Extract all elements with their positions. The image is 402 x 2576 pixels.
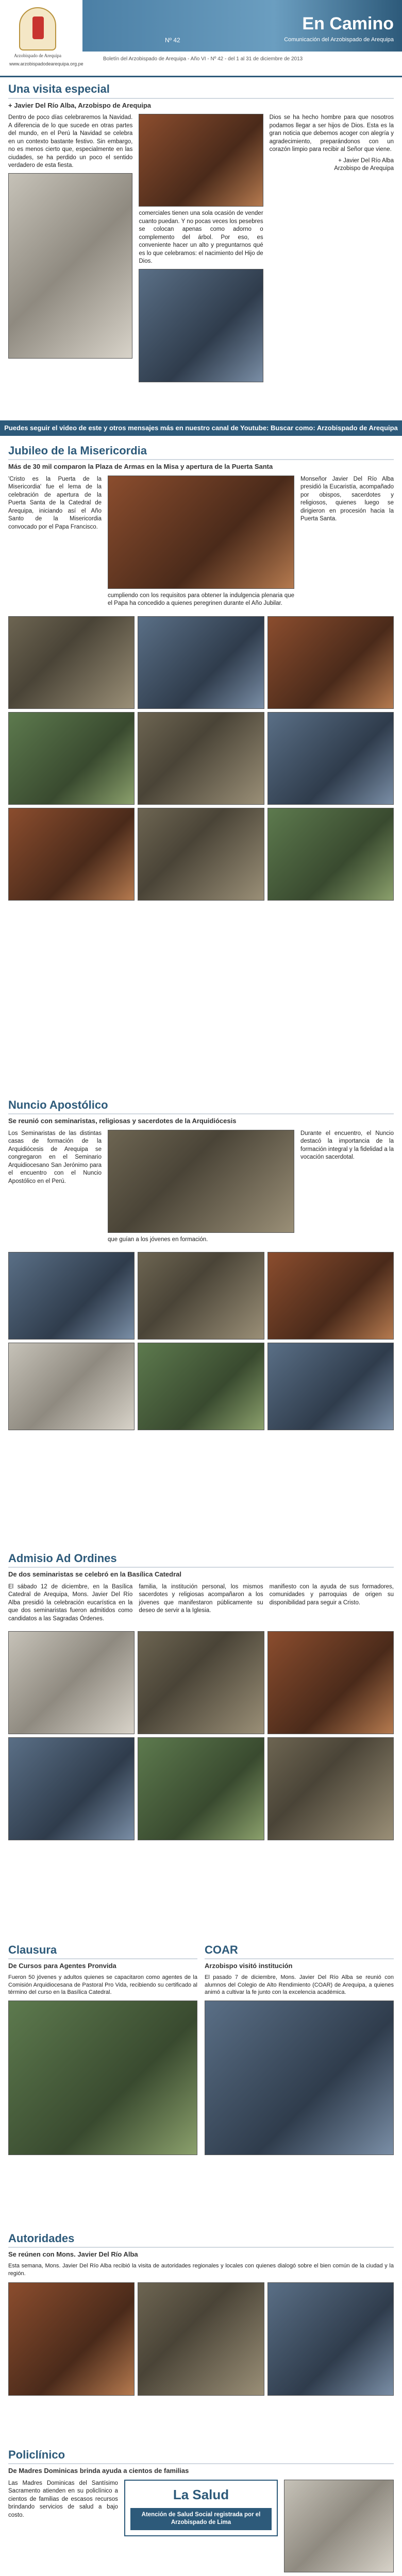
nuncio-photo-grid (8, 1252, 394, 1430)
policlinic-col-1 (8, 2480, 118, 2572)
coar-photo (205, 2001, 394, 2155)
photo (267, 2282, 394, 2396)
mercy-photo-grid (8, 616, 394, 901)
org-name: Arzobispado de Arequipa (14, 53, 61, 58)
header (0, 0, 402, 77)
section-subtitle: Arzobispo visitó institución (205, 1962, 293, 1970)
mercy-col-2 (108, 476, 294, 611)
signoff: + Javier Del Río Alba Arzobispo de Arequipa (334, 157, 394, 172)
visit-col-2 (139, 114, 263, 382)
photo (8, 1252, 135, 1340)
section-subtitle: De dos seminaristas se celebró en la Basílica Catedral (8, 1570, 181, 1579)
photo (267, 1631, 394, 1734)
banner (82, 0, 402, 52)
section-title: Policlínico (8, 2447, 394, 2465)
section-subtitle: + Javier Del Río Alba, Arzobispo de Arequipa (8, 101, 152, 109)
photo (267, 712, 394, 805)
paragraph: El sábado 12 de diciembre, en la Basílica Catedral de Arequipa, Mons. Javier Del Río Alba presidió la celebración eucarística en la que dos seminaristas fueron admitidos como candidatos a las Sagradas Órdenes. (8, 1583, 133, 1622)
photo (138, 2282, 264, 2396)
website-link[interactable]: www.arzobispadodearequipa.org.pe (9, 61, 83, 67)
photo (8, 1737, 135, 1840)
paragraph: Fueron 50 jóvenes y adultos quienes se capacitaron como agentes de la Comisión Arquidiocesana de Pastoral Pro Vida, recibiendo su certificado al término del curso en la Basílica Catedral. (8, 1974, 197, 1996)
photo (8, 712, 135, 805)
issue-meta: Boletín del Arzobispado de Arequipa - Año VI - Nº 42 - del 1 al 31 de diciembre de 2013 (103, 56, 303, 62)
logo-block (9, 7, 83, 67)
visit-col-3 (270, 114, 394, 382)
section-title: Admisio Ad Ordines (8, 1551, 394, 1568)
paragraph: comerciales tienen una sola ocasión de vender cuanto puedan. Y no pocas veces los pesebres se colocan apenas como adorno o complemento del árbol. Por eso, es conveniente hacer un alto y preguntarnos qué es lo que celebramos: el nacimiento del Hijo de Dios. (139, 210, 263, 265)
section-title: Clausura (8, 1942, 197, 1960)
section-title: Nuncio Apostólico (8, 1097, 394, 1115)
paragraph: manifiesto con la ayuda de sus formadores, comunidades y parroquias de origen su disponibilidad para seguir a Cristo. (269, 1583, 394, 1606)
visit-section (0, 77, 402, 417)
photo (267, 1737, 394, 1840)
mercy-col-3 (300, 476, 394, 611)
ordination-photo-grid (8, 1631, 394, 1840)
archbishop-photo (139, 114, 263, 207)
paragraph: Dios se ha hecho hombre para que nosotros podamos llegar a ser hijos de Dios. Esta es la gran noticia que debemos acoger con alegría y agradecimiento, preparándonos con un corazón limpio para recibir al Señor que viene. (269, 114, 394, 153)
coar-block (205, 1942, 394, 2223)
promo-line: Atención de Salud Social registrada por el Arzobispado de Lima (130, 2508, 272, 2530)
photo (138, 808, 264, 901)
nuncio-photo (108, 1130, 294, 1233)
policlinic-section (0, 2443, 402, 2576)
tagline: Comunicación del Arzobispado de Arequipa (284, 37, 394, 43)
ordination-col-3 (270, 1583, 394, 1626)
photo (8, 808, 135, 901)
photo (138, 1343, 264, 1430)
mercy-columns (8, 476, 394, 611)
section-title: Jubileo de la Misericordia (8, 443, 394, 461)
closure-coar-section (0, 1938, 402, 2227)
photo (267, 1252, 394, 1340)
section-subtitle: Se reunió con seminaristas, religiosas y sacerdotes de la Arquidiócesis (8, 1117, 237, 1125)
nuncio-col-2 (108, 1130, 294, 1247)
paragraph: que guían a los jóvenes en formación. (108, 1236, 208, 1243)
cathedral-photo (139, 269, 263, 382)
nuncio-section (0, 1093, 402, 1547)
ordination-section (0, 1547, 402, 1938)
photo (267, 1343, 394, 1430)
paragraph: Esta semana, Mons. Javier Del Río Alba recibió la visita de autoridades regionales y locales con quienes dialogó sobre el bien común de la ciudad y la región. (8, 2262, 394, 2277)
section-title: COAR (205, 1942, 394, 1960)
issue-number: Nº 42 (165, 37, 180, 44)
procession-photo (108, 476, 294, 589)
photo (8, 1343, 135, 1430)
policlinic-photo (284, 2480, 394, 2572)
section-title: Una visita especial (8, 81, 394, 99)
photo (138, 1252, 264, 1340)
nativity-photo (8, 173, 132, 359)
paragraph: El pasado 7 de diciembre, Mons. Javier Del Río Alba se reunió con alumnos del Colegio de Alto Rendimiento (COAR) de Arequipa, a quienes animó a cultivar la fe junto con la excelencia académica. (205, 1974, 394, 1996)
policlinic-columns (8, 2480, 394, 2572)
paragraph: Dentro de poco días celebraremos la Navidad. A diferencia de lo que sucede en otras partes del mundo, en el Perú la Navidad se celebra en un contexto bastante festivo. Sin embargo, no es menos cierto que, especialmente en las ciudades, se ha perdido un poco el sentido verdadero de esta fiesta. (8, 114, 133, 169)
visit-columns (8, 114, 394, 382)
nuncio-columns (8, 1130, 394, 1247)
photo (8, 1631, 135, 1734)
nuncio-col-1 (8, 1130, 102, 1247)
paragraph: Durante el encuentro, el Nuncio destacó la importancia de la formación integral y la fidelidad a la vocación sacerdotal. (300, 1130, 394, 1161)
section-subtitle: Más de 30 mil comparon la Plaza de Armas en la Misa y apertura de la Puerta Santa (8, 463, 273, 471)
section-subtitle: De Cursos para Agentes Pronvida (8, 1962, 116, 1970)
ordination-col-1 (8, 1583, 132, 1626)
photo (267, 808, 394, 901)
mercy-section (0, 439, 402, 1093)
photo (267, 616, 394, 709)
ordination-columns (8, 1583, 394, 1626)
paragraph: Los Seminaristas de las distintas casas de formación de la Arquidiócesis de Arequipa se congregaron en el Seminario Arquidiocesano San Jerónimo para el encuentro con el Nuncio Apostólico en el Perú. (8, 1130, 102, 1184)
paragraph: cumpliendo con los requisitos para obtener la indulgencia plenaria que el Papa ha concedido a quienes peregrinen durante el Año Jubilar. (108, 592, 294, 607)
ordination-col-2 (139, 1583, 263, 1626)
photo (138, 712, 264, 805)
paragraph: familia, la institución personal, los mismos sacerdotes y religiosas acompañaron a los jóvenes que manifestaron públicamente su deseo de servir a la Iglesia. (139, 1583, 263, 1614)
youtube-banner[interactable]: Puedes seguir el video de este y otros mensajes más en nuestro canal de Youtube: Buscar como: Arzobispado de Arequipa (0, 420, 402, 436)
section-subtitle: De Madres Dominicas brinda ayuda a cientos de familias (8, 2467, 189, 2475)
closure-photo (8, 2001, 197, 2155)
policlinic-promo (124, 2480, 278, 2572)
photo (138, 616, 264, 709)
policlinic-col-3 (284, 2480, 394, 2572)
brand-title: En Camino (302, 14, 394, 33)
promo-name: La Salud (173, 2486, 229, 2502)
promo-box (124, 2480, 278, 2536)
paragraph: 'Cristo es la Puerta de la Misericordia' fue el lema de la celebración de apertura de la Puerta Santa de la Catedral de Arequipa, iniciando así el Año Santo de la Misericordia convocado por el Papa Francisco. (8, 476, 102, 530)
closure-block (8, 1942, 197, 2223)
paragraph: Monseñor Javier Del Río Alba presidió la Eucaristía, acompañado por obispos, sacerdotes y religiosos, quienes luego se dirigieron en procesión hacia la Puerta Santa. (300, 476, 394, 522)
photo (8, 2282, 135, 2396)
authorities-photo-grid (8, 2282, 394, 2396)
section-subtitle: Se reúnen con Mons. Javier Del Río Alba (8, 2250, 138, 2259)
visit-col-1 (8, 114, 132, 382)
photo (8, 616, 135, 709)
photo (138, 1631, 264, 1734)
nuncio-col-3 (300, 1130, 394, 1247)
paragraph: Las Madres Dominicas del Santísimo Sacramento atienden en su policlínico a cientos de familias de escasos recursos brindando servicios de salud a bajo costo. (8, 2480, 118, 2518)
authorities-section (0, 2227, 402, 2443)
mercy-col-1 (8, 476, 102, 611)
photo (138, 1737, 264, 1840)
crest-logo (19, 7, 56, 50)
section-title: Autoridades (8, 2231, 394, 2248)
